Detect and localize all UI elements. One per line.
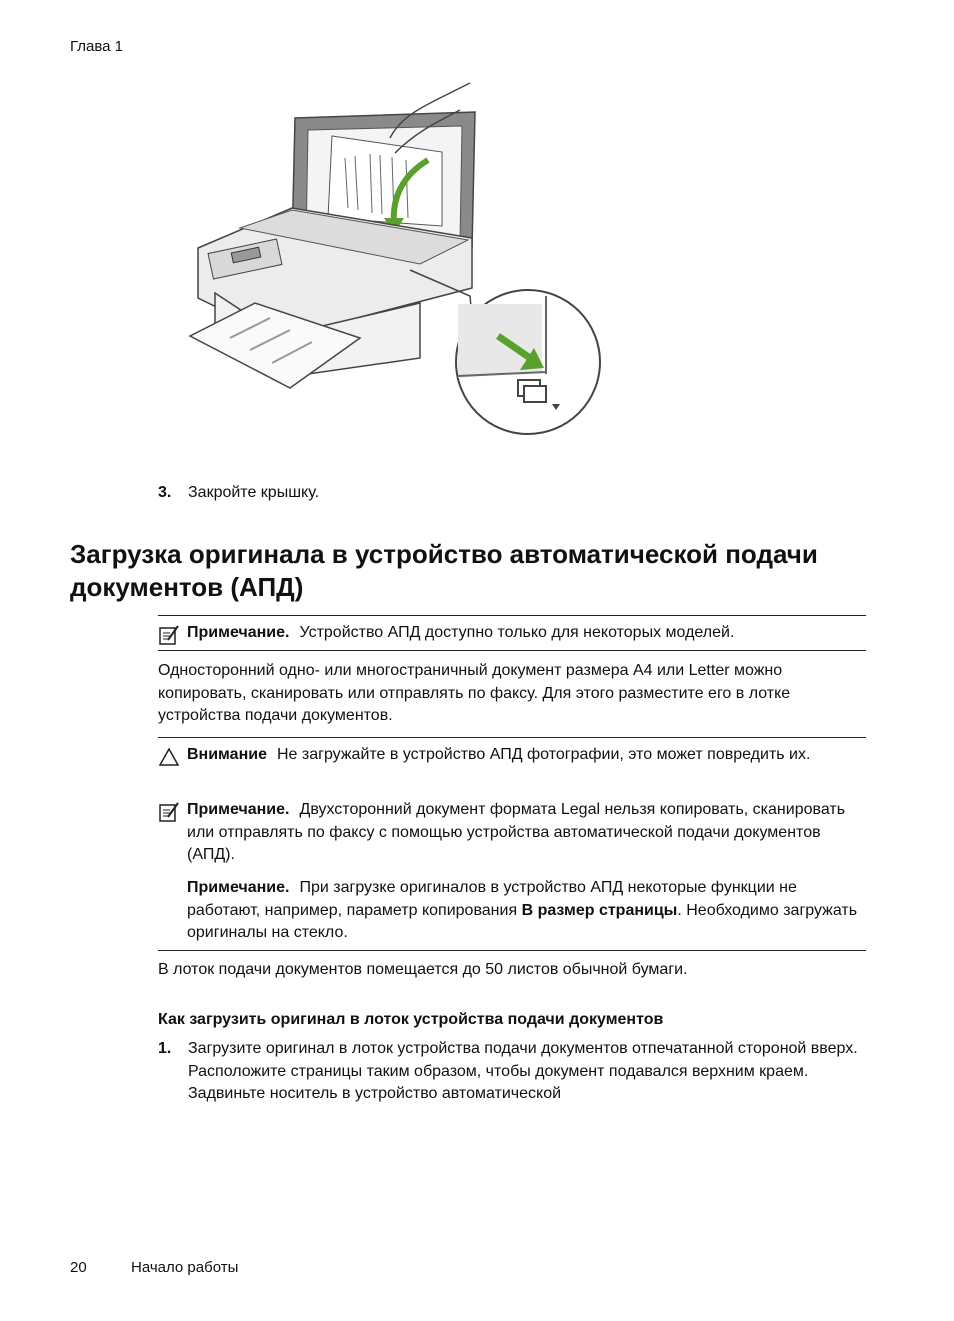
divider <box>158 737 866 738</box>
note-apd-availability <box>158 622 866 646</box>
caution-block <box>158 744 866 790</box>
caution-triangle-icon <box>158 746 180 768</box>
chapter-header: Глава 1 <box>70 38 124 55</box>
step-text: Загрузите оригинал в лоток устройства подачи документов отпечатанной стороной вверх. Расположите страницы таким образом, чтобы документ подавался верхним краем. Задвиньте носитель в устройство автоматической <box>188 1040 858 1102</box>
note-pencil-icon <box>158 801 180 823</box>
step-text: Закройте крышку. <box>188 484 320 501</box>
fit-to-page-term: В размер страницы <box>521 901 678 919</box>
footer-section-title: Начало работы <box>131 1259 239 1276</box>
divider <box>158 650 866 651</box>
caution-label: Внимание <box>187 746 267 763</box>
section-heading: Загрузка оригинала в устройство автоматической подачи документов (АПД) <box>70 539 818 602</box>
note-pencil-icon <box>158 624 180 646</box>
note-label: Примечание. <box>187 879 290 896</box>
divider <box>158 950 866 951</box>
step-3 <box>158 484 319 502</box>
paragraph-apd-description: Односторонний одно- или многостраничный документ размера A4 или Letter можно копировать, сканировать или отправлять по факсу. Для этого разместите его в лотке устройства подачи документов. <box>158 662 791 724</box>
procedure-heading: Как загрузить оригинал в лоток устройства подачи документов <box>158 1011 664 1028</box>
note-legal-duplex <box>158 799 866 867</box>
page-number: 20 <box>70 1259 87 1276</box>
note-fit-to-page <box>158 877 866 945</box>
scanner-loading-illustration <box>180 78 610 450</box>
paragraph-tray-capacity: В лоток подачи документов помещается до 50 листов обычной бумаги. <box>158 961 688 978</box>
caution-text: Не загружайте в устройство АПД фотографии, это может повредить их. <box>276 746 811 763</box>
note-text: Устройство АПД доступно только для некоторых моделей. <box>299 624 735 641</box>
note-label: Примечание. <box>187 801 290 818</box>
note-text-after: . Необходимо загружать оригиналы на стекло. <box>187 901 858 941</box>
note-text: Двухсторонний документ формата Legal нельзя копировать, сканировать или отправлять по факсу с помощью устройства автоматической подачи документов (АПД). <box>187 801 846 863</box>
step-number: 1. <box>158 1040 172 1057</box>
step-number: 3. <box>158 484 172 501</box>
note-text-before: При загрузке оригиналов в устройство АПД некоторые функции не работают, например, параметр копирования <box>187 879 797 919</box>
divider <box>158 615 866 616</box>
note-label: Примечание. <box>187 624 290 641</box>
